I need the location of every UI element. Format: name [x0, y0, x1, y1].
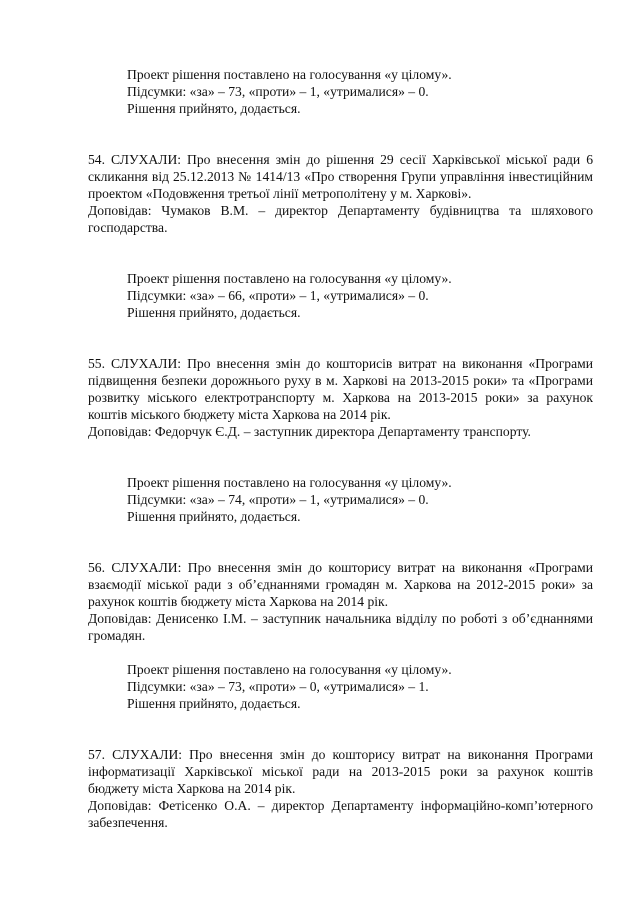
vote-decision: Рішення прийнято, додається.: [127, 696, 301, 711]
vote-decision: Рішення прийнято, додається.: [127, 305, 301, 320]
vote-put: Проект рішення поставлено на голосування «у цілому».: [127, 271, 452, 286]
vote-put: Проект рішення поставлено на голосування «у цілому».: [127, 662, 452, 677]
heard-text: 55. СЛУХАЛИ: Про внесення змін до кошторисів витрат на виконання «Програми підвищення безпеки дорожнього руху в м. Харкові на 2013-2015 роки» та «Програми розвитку міського електротранспорту м. Харкова на 2013-2015 роки» за рахунок коштів міського бюджету міста Харкова на 2014 рік.: [88, 356, 593, 422]
vote-block: [127, 270, 567, 321]
vote-decision: Рішення прийнято, додається.: [127, 101, 301, 116]
heard-text: 56. СЛУХАЛИ: Про внесення змін до кошторису витрат на виконання «Програми взаємодії міської ради з об’єднаннями громадян м. Харкова на 2012-2015 роки» за рахунок коштів бюджету міста Харкова на 2014 рік.: [88, 560, 593, 609]
vote-decision: Рішення прийнято, додається.: [127, 509, 301, 524]
speaker-text: Доповідав: Денисенко І.М. – заступник начальника відділу по роботі з об’єднаннями громадян.: [88, 611, 593, 643]
vote-results: Підсумки: «за» – 73, «проти» – 0, «утрималися» – 1.: [127, 679, 429, 694]
vote-results: Підсумки: «за» – 74, «проти» – 1, «утрималися» – 0.: [127, 492, 429, 507]
vote-results: Підсумки: «за» – 73, «проти» – 1, «утрималися» – 0.: [127, 84, 429, 99]
speaker-text: Доповідав: Федорчук Є.Д. – заступник директора Департаменту транспорту.: [88, 424, 531, 439]
speaker-text: Доповідав: Чумаков В.М. – директор Департаменту будівництва та шляхового господарства.: [88, 203, 593, 235]
vote-put: Проект рішення поставлено на голосування «у цілому».: [127, 67, 452, 82]
vote-results: Підсумки: «за» – 66, «проти» – 1, «утрималися» – 0.: [127, 288, 429, 303]
heard-text: 57. СЛУХАЛИ: Про внесення змін до кошторису витрат на виконання Програми інформатизації Харківської міської ради на 2013-2015 роки за рахунок коштів бюджету міста Харкова на 2014 рік.: [88, 747, 593, 796]
agenda-item-56: [88, 559, 593, 644]
vote-block: [127, 66, 567, 117]
agenda-item-55: [88, 355, 593, 440]
vote-block: [127, 474, 567, 525]
agenda-item-57: [88, 746, 593, 831]
vote-block: [127, 661, 567, 712]
speaker-text: Доповідав: Фетісенко О.А. – директор Департаменту інформаційно-комп’ютерного забезпечення.: [88, 798, 593, 830]
heard-text: 54. СЛУХАЛИ: Про внесення змін до рішення 29 сесії Харківської міської ради 6 скликання від 25.12.2013 № 1414/13 «Про створення Групи управління інвестиційним проектом «Подовження третьої лінії метрополітену у м. Харкові».: [88, 152, 593, 201]
agenda-item-54: [88, 151, 593, 236]
vote-put: Проект рішення поставлено на голосування «у цілому».: [127, 475, 452, 490]
